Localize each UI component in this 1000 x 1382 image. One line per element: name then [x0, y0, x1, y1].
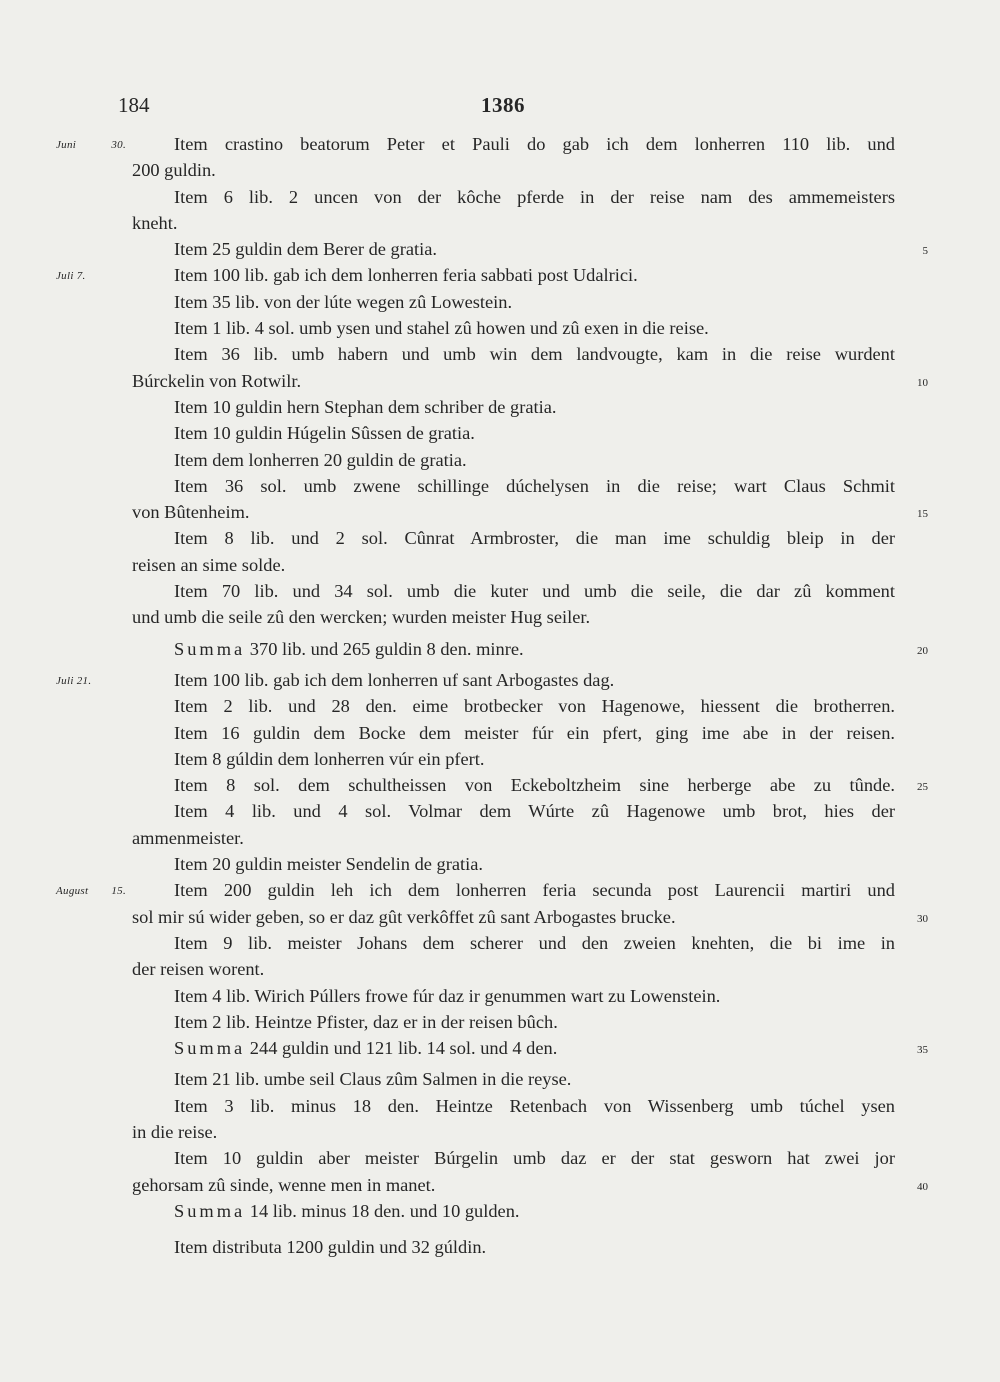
- text-line: [132, 746, 895, 772]
- line-text: Item 10 guldin aber meister Búrgelin umb daz er der stat gesworn hat zwei jor: [174, 1148, 895, 1169]
- text-line: [132, 1066, 895, 1092]
- line-text: Item 8 lib. und 2 sol. Cûnrat Armbroster, die man ime schuldig bleip in der: [174, 528, 895, 549]
- margin-date: Juni 30.: [56, 139, 126, 151]
- margin-date: Juli 7.: [56, 270, 86, 283]
- line-text: sol mir sú wider geben, so er daz gût verkôffet zû sant Arbogastes brucke.: [132, 906, 676, 927]
- text-line: [132, 525, 895, 551]
- margin-date: Juli 21.: [56, 674, 92, 687]
- text-line: [132, 552, 895, 578]
- line-text: Item 16 guldin dem Bocke dem meister fúr ein pfert, ging ime abe in der reisen.: [174, 722, 895, 743]
- text-line: [132, 473, 895, 499]
- line-text: Item 70 lib. und 34 sol. umb die kuter und umb die seile, die dar zû komment: [174, 581, 895, 602]
- text-line: [132, 983, 895, 1009]
- text-line: [132, 394, 895, 420]
- line-text: ammenmeister.: [132, 827, 244, 848]
- summa-line: [132, 1198, 895, 1224]
- line-text: reisen an sime solde.: [132, 554, 286, 575]
- text-line: [56, 667, 895, 693]
- text-line: [132, 157, 895, 183]
- margin-date: August 15.: [56, 885, 126, 898]
- line-number: 10: [917, 376, 928, 389]
- line-text: Item 8 sol. dem schultheissen von Eckeboltzheim sine herberge abe zu tûnde.: [174, 775, 895, 796]
- line-text: Item 4 lib. und 4 sol. Volmar dem Wúrte zû Hagenowe umb brot, hies der: [174, 801, 895, 822]
- text-line: [132, 693, 895, 719]
- text-line: [132, 930, 895, 956]
- line-text: Summa 370 lib. und 265 guldin 8 den. minre.: [174, 638, 524, 659]
- line-text: Item 4 lib. Wirich Púllers frowe fúr daz ir genummen wart zu Lowenstein.: [174, 985, 721, 1006]
- line-text: Item 36 lib. umb habern und umb win dem landvougte, kam in die reise wurdent: [174, 344, 895, 365]
- line-number: 25: [917, 781, 928, 794]
- text-line: [132, 604, 895, 630]
- line-text: Item 200 guldin leh ich dem lonherren feria secunda post Laurencii martiri und: [174, 880, 895, 901]
- line-text: in die reise.: [132, 1121, 218, 1142]
- line-text: Item 1 lib. 4 sol. umb ysen und stahel zû howen und zû exen in die reise.: [174, 318, 709, 339]
- summa-line: [132, 1035, 928, 1061]
- text-line: [132, 499, 928, 525]
- text-line: [132, 578, 895, 604]
- line-text: Item 100 lib. gab ich dem lonherren feria sabbati post Udalrici.: [174, 265, 638, 286]
- line-text: Item 8 gúldin dem lonherren vúr ein pfert.: [174, 748, 485, 769]
- line-number: 5: [922, 245, 928, 258]
- text-line: [132, 184, 895, 210]
- page-number: 184: [118, 93, 150, 117]
- text-line: [132, 236, 928, 262]
- text-line: [132, 1145, 895, 1171]
- line-text: und umb die seile zû den wercken; wurden meister Hug seiler.: [132, 607, 591, 628]
- text-line: [132, 720, 895, 746]
- line-text: Item 36 sol. umb zwene schillinge dúchelysen in die reise; wart Claus Schmit: [174, 475, 895, 496]
- text-line: [132, 1009, 895, 1035]
- line-text: Summa 244 guldin und 121 lib. 14 sol. und 4 den.: [174, 1038, 558, 1059]
- line-text: Item 6 lib. 2 uncen von der kôche pferde in der reise nam des ammemeisters: [174, 186, 895, 207]
- line-text: Búrckelin von Rotwilr.: [132, 370, 302, 391]
- line-text: Item 35 lib. von der lúte wegen zû Lowestein.: [174, 291, 513, 312]
- text-line: [132, 798, 895, 824]
- text-line: [132, 825, 895, 851]
- line-text: Item 2 lib. Heintze Pfister, daz er in der reisen bûch.: [174, 1011, 558, 1032]
- text-line: [132, 904, 928, 930]
- line-text: Item 10 guldin Húgelin Sûssen de gratia.: [174, 423, 475, 444]
- line-text: kneht.: [132, 212, 178, 233]
- account-entries: [56, 131, 928, 1260]
- text-line: [132, 210, 895, 236]
- line-text: Summa 14 lib. minus 18 den. und 10 gulden.: [174, 1200, 520, 1221]
- text-line: [132, 447, 895, 473]
- text-line: [132, 1119, 895, 1145]
- line-text: Item 3 lib. minus 18 den. Heintze Retenbach von Wissenberg umb túchel ysen: [174, 1095, 895, 1116]
- line-text: Item 9 lib. meister Johans dem scherer und den zweien knehten, die bi ime in: [174, 932, 895, 953]
- text-line: [132, 1093, 895, 1119]
- line-text: Item dem lonherren 20 guldin de gratia.: [174, 449, 467, 470]
- line-text: Item crastino beatorum Peter et Pauli do gab ich dem lonherren 110 lib. und: [174, 134, 895, 154]
- line-text: Item 25 guldin dem Berer de gratia.: [174, 239, 438, 260]
- line-text: Item 10 guldin hern Stephan dem schriber de gratia.: [174, 396, 557, 417]
- line-number: 35: [917, 1044, 928, 1057]
- text-line: [132, 1172, 928, 1198]
- text-line: [132, 772, 928, 798]
- text-line: [132, 956, 895, 982]
- text-line: [132, 289, 895, 315]
- text-line: [56, 877, 895, 903]
- text-line: [132, 1234, 895, 1260]
- text-line: [132, 851, 895, 877]
- line-number: 40: [917, 1180, 928, 1193]
- line-text: Item 100 lib. gab ich dem lonherren uf sant Arbogastes dag.: [174, 669, 615, 690]
- line-text: 200 guldin.: [132, 160, 216, 181]
- text-line: [56, 131, 895, 157]
- line-text: Item distributa 1200 guldin und 32 gúldin.: [174, 1237, 487, 1258]
- text-line: [132, 420, 895, 446]
- line-text: Item 20 guldin meister Sendelin de gratia.: [174, 854, 483, 875]
- running-head-year: 1386: [481, 93, 525, 117]
- line-text: Item 21 lib. umbe seil Claus zûm Salmen in die reyse.: [174, 1069, 572, 1090]
- summa-line: [132, 636, 928, 662]
- line-text: von Bûtenheim.: [132, 502, 250, 523]
- line-text: gehorsam zû sinde, wenne men in manet.: [132, 1174, 436, 1195]
- line-number: 30: [917, 912, 928, 925]
- text-line: [56, 262, 895, 288]
- line-number: 20: [917, 644, 928, 657]
- line-number: 15: [917, 508, 928, 521]
- text-line: [132, 368, 928, 394]
- text-line: [132, 315, 895, 341]
- line-text: der reisen worent.: [132, 959, 265, 980]
- line-text: Item 2 lib. und 28 den. eime brotbecker von Hagenowe, hiessent die brotherren.: [174, 696, 895, 717]
- text-line: [132, 341, 895, 367]
